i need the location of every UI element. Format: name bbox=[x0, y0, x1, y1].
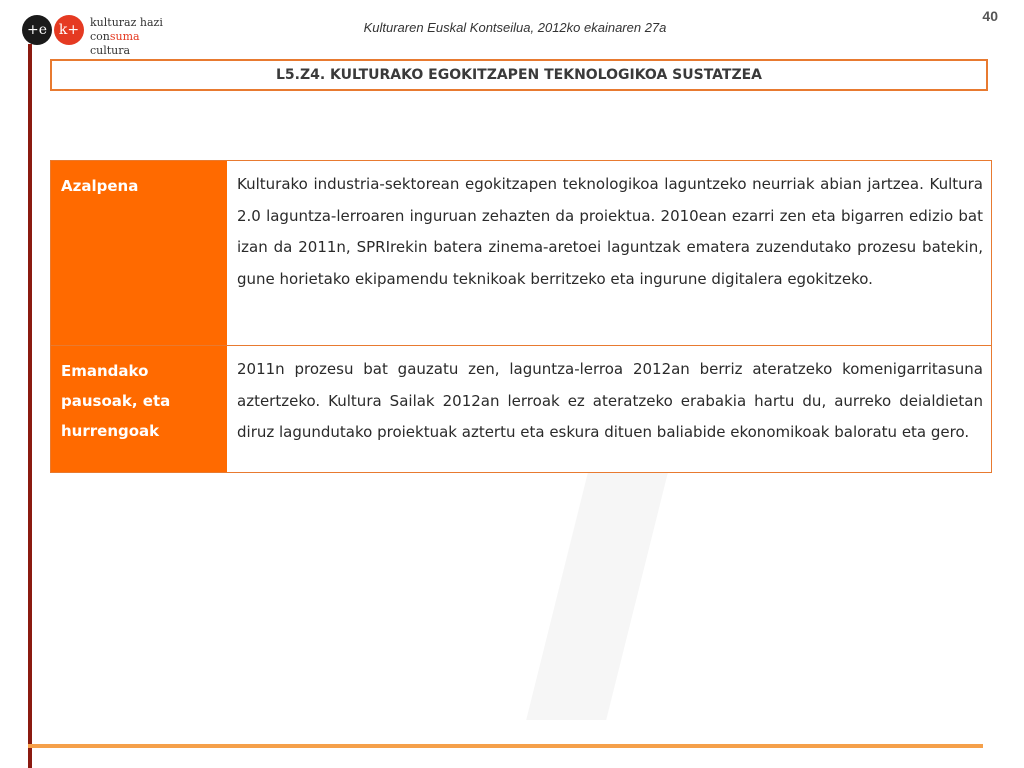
logo-circle-plus-e: +e bbox=[22, 15, 52, 45]
row-label: Emandako pausoak, eta hurrengoak bbox=[51, 346, 227, 472]
row-content: 2011n prozesu bat gauzatu zen, laguntza-lerroa 2012an berriz ateratzeko komenigarritasuna aztertzeko. Kultura Sailak 2012an lerroak ez ateratzeko erabakia hartu du, aurreko deialdietan diruz lagundutako proiektuak aztertu eta eskura dituen baliabide ekonomikoak baloratu eta gero. bbox=[227, 346, 991, 472]
logo-circle-k-plus: k+ bbox=[54, 15, 84, 45]
logo-line-2a: con bbox=[90, 30, 110, 43]
left-vertical-rule bbox=[28, 44, 32, 768]
table-row bbox=[51, 346, 991, 472]
info-table bbox=[50, 160, 992, 473]
row-label: Azalpena bbox=[51, 161, 227, 345]
row-content: Kulturako industria-sektorean egokitzapen teknologikoa laguntzeko neurriak abian jartzea. Kultura 2.0 laguntza-lerroaren inguruan zehazten da proiektua. 2010ean ezarri zen eta bigarren edizio bat izan da 2011n, SPRIrekin batera zinema-aretoei laguntzak ematera zuzendutako prozesu batekin, gune horietako ekipamendu teknikoak berritzeko eta ingurune digitalera egokitzeko. bbox=[227, 161, 991, 345]
bottom-horizontal-rule bbox=[28, 744, 983, 748]
page-number: 40 bbox=[982, 8, 998, 24]
section-title: L5.Z4. KULTURAKO EGOKITZAPEN TEKNOLOGIKOA SUSTATZEA bbox=[50, 59, 988, 91]
logo-line-2c: cultura bbox=[90, 44, 131, 57]
logo-line-2b: suma bbox=[109, 30, 140, 43]
header-subtitle: Kulturaren Euskal Kontseilua, 2012ko ekainaren 27a bbox=[363, 20, 667, 35]
table-row bbox=[51, 161, 991, 346]
logo-line-1: kulturaz hazi bbox=[90, 16, 163, 29]
